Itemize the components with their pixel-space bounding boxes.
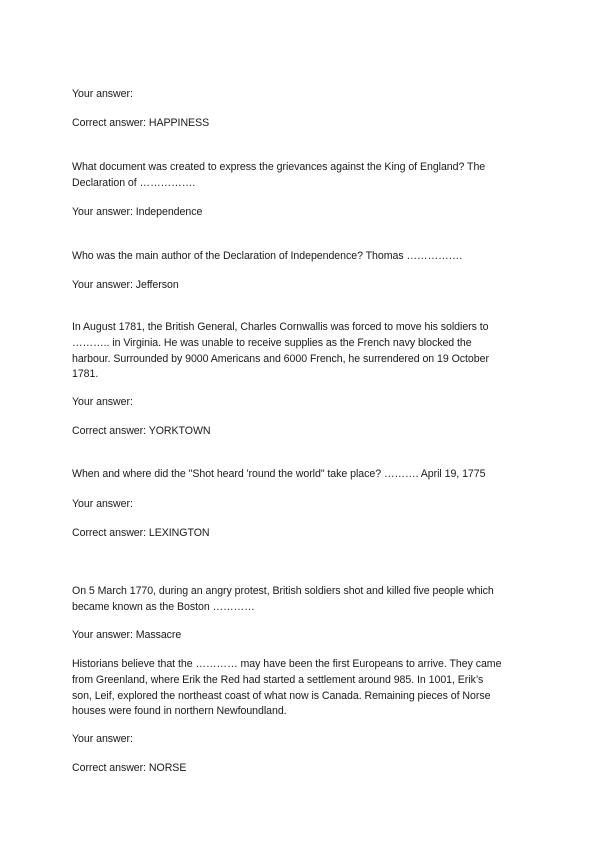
question-2 — [72, 160, 532, 192]
question-3: Who was the main author of the Declaration of Independence? Thomas ……………. — [72, 250, 463, 262]
correct-answer-1: Correct answer: HAPPINESS — [72, 117, 210, 129]
question-7-line-1: Historians believe that the ………… may have been the first Europeans to arrive. They came — [72, 658, 502, 670]
question-2-line-2: Declaration of ……………. — [72, 176, 196, 189]
question-7-line-4: houses were found in northern Newfoundland. — [72, 705, 287, 718]
question-4-line-1: In August 1781, the British General, Charles Cornwallis was forced to move his soldiers to — [72, 321, 489, 333]
correct-answer-4: Correct answer: YORKTOWN — [72, 425, 211, 437]
correct-answer-7: Correct answer: NORSE — [72, 762, 187, 774]
question-5: When and where did the "Shot heard 'round the world" take place? ………. April 19, 1775 — [72, 468, 486, 480]
question-4 — [72, 320, 532, 383]
your-answer-3: Your answer: Jefferson — [72, 279, 179, 291]
question-6 — [72, 584, 532, 616]
question-6-line-2: became known as the Boston ………… — [72, 600, 255, 613]
question-2-line-1: What document was created to express the grievances against the King of England? The — [72, 161, 486, 173]
question-4-line-4: 1781. — [72, 368, 99, 381]
your-answer-6: Your answer: Massacre — [72, 629, 182, 641]
question-7 — [72, 657, 532, 720]
question-6-line-1: On 5 March 1770, during an angry protest, British soldiers shot and killed five people which — [72, 585, 494, 597]
question-7-line-3: son, Leif, explored the northeast coast of what now is Canada. Remaining pieces of Norse — [72, 689, 491, 702]
correct-answer-5: Correct answer: LEXINGTON — [72, 527, 210, 539]
question-7-line-2: from Greenland, where Erik the Red had started a settlement around 985. In 1001, Erik’s — [72, 673, 484, 686]
your-answer-5: Your answer: — [72, 498, 133, 510]
your-answer-2: Your answer: Independence — [72, 206, 203, 218]
your-answer-1: Your answer: — [72, 88, 133, 100]
your-answer-7: Your answer: — [72, 733, 133, 745]
your-answer-4: Your answer: — [72, 396, 133, 408]
question-4-line-2: ……….. in Virginia. He was unable to receive supplies as the French navy blocked the — [72, 336, 472, 349]
question-4-line-3: harbour. Surrounded by 9000 Americans and 6000 French, he surrendered on 19 October — [72, 352, 489, 365]
